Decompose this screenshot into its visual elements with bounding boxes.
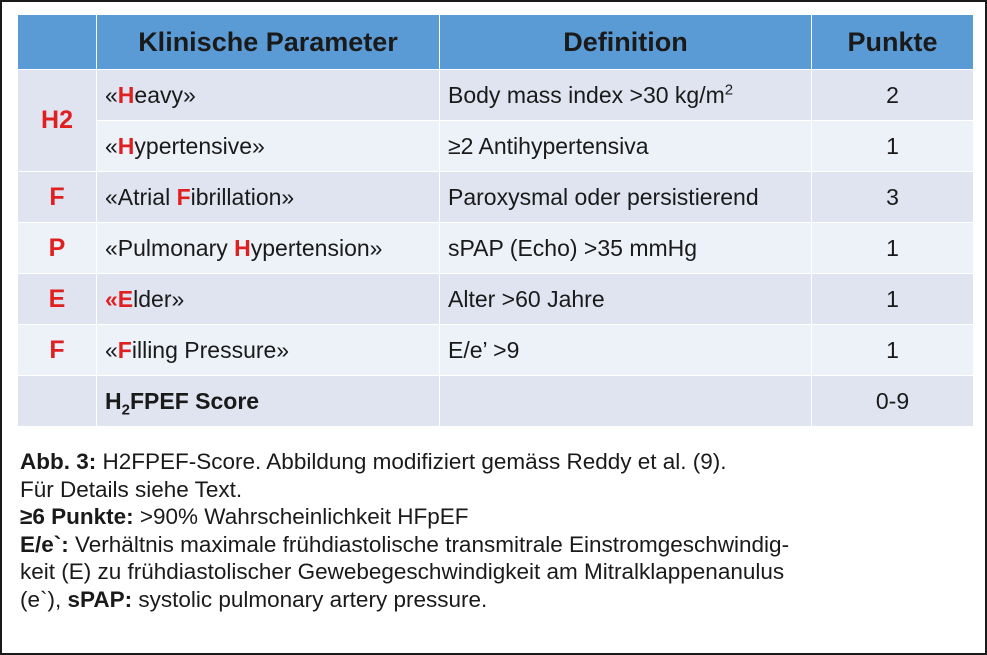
score-empty-abbr [18, 376, 97, 427]
pts-hypertensive: 1 [812, 121, 974, 172]
param-filling-pressure: «Filling Pressure» [97, 325, 440, 376]
param-pulmonary-hypertension: «Pulmonary Hypertension» [97, 223, 440, 274]
caption-line-2: Für Details siehe Text. [20, 476, 243, 502]
param-hypertensive: «Hypertensive» [97, 121, 440, 172]
caption-line-1: Abb. 3: H2FPEF-Score. Abbildung modifiziert gemäss Reddy et al. (9). [20, 449, 727, 474]
header-points: Punkte [812, 15, 974, 70]
table-row-atrial-fibrillation [18, 172, 974, 223]
table-row-elder [18, 274, 974, 325]
abbr-p: P [18, 223, 97, 274]
header-row [18, 15, 974, 70]
def-pulmonary-hypertension: sPAP (Echo) >35 mmHg [440, 223, 812, 274]
score-empty-def [440, 376, 812, 427]
def-heavy: Body mass index >30 $kg/m^2$ [440, 70, 812, 121]
def-filling-pressure: E/e’ >9 [440, 325, 812, 376]
pts-filling-pressure: 1 [812, 325, 974, 376]
pts-elder: 1 [812, 274, 974, 325]
pts-pulmonary-hypertension: 1 [812, 223, 974, 274]
def-hypertensive: ≥2 Antihypertensiva [440, 121, 812, 172]
table-row-hypertensive [18, 121, 974, 172]
param-heavy: «Heavy» [97, 70, 440, 121]
h2fpef-table [17, 14, 974, 427]
def-atrial-fibrillation: Paroxysmal oder persistierend [440, 172, 812, 223]
table-row-filling-pressure [18, 325, 974, 376]
abbr-f2: F [18, 325, 97, 376]
table-row-heavy [18, 70, 974, 121]
param-atrial-fibrillation: «Atrial Fibrillation» [97, 172, 440, 223]
header-empty [18, 15, 97, 70]
figure-caption [20, 448, 975, 613]
caption-line-6: (e`), sPAP: systolic pulmonary artery pressure. [20, 586, 488, 612]
header-parameter: Klinische Parameter [97, 15, 440, 70]
caption-line-3: ≥6 Punkte: >90% Wahrscheinlichkeit HFpEF [20, 504, 469, 529]
pts-atrial-fibrillation: 3 [812, 172, 974, 223]
abbr-h2: H2 [18, 70, 97, 172]
pts-heavy: 2 [812, 70, 974, 121]
param-elder: «Elder» [97, 274, 440, 325]
score-points: 0-9 [812, 376, 974, 427]
abbr-f1: F [18, 172, 97, 223]
header-definition: Definition [440, 15, 812, 70]
table-row-pulmonary-hypertension [18, 223, 974, 274]
score-label: $H_2FPEF$ Score [97, 376, 440, 427]
caption-line-4: E/e`: Verhältnis maximale frühdiastolische transmitrale Einstromgeschwindig- [20, 531, 790, 557]
table-row-score [18, 376, 974, 427]
caption-line-5: keit (E) zu frühdiastolischer Gewebegeschwindigkeit am Mitralklappenanulus [20, 559, 785, 584]
abbr-e: E [18, 274, 97, 325]
def-elder: Alter >60 Jahre [440, 274, 812, 325]
